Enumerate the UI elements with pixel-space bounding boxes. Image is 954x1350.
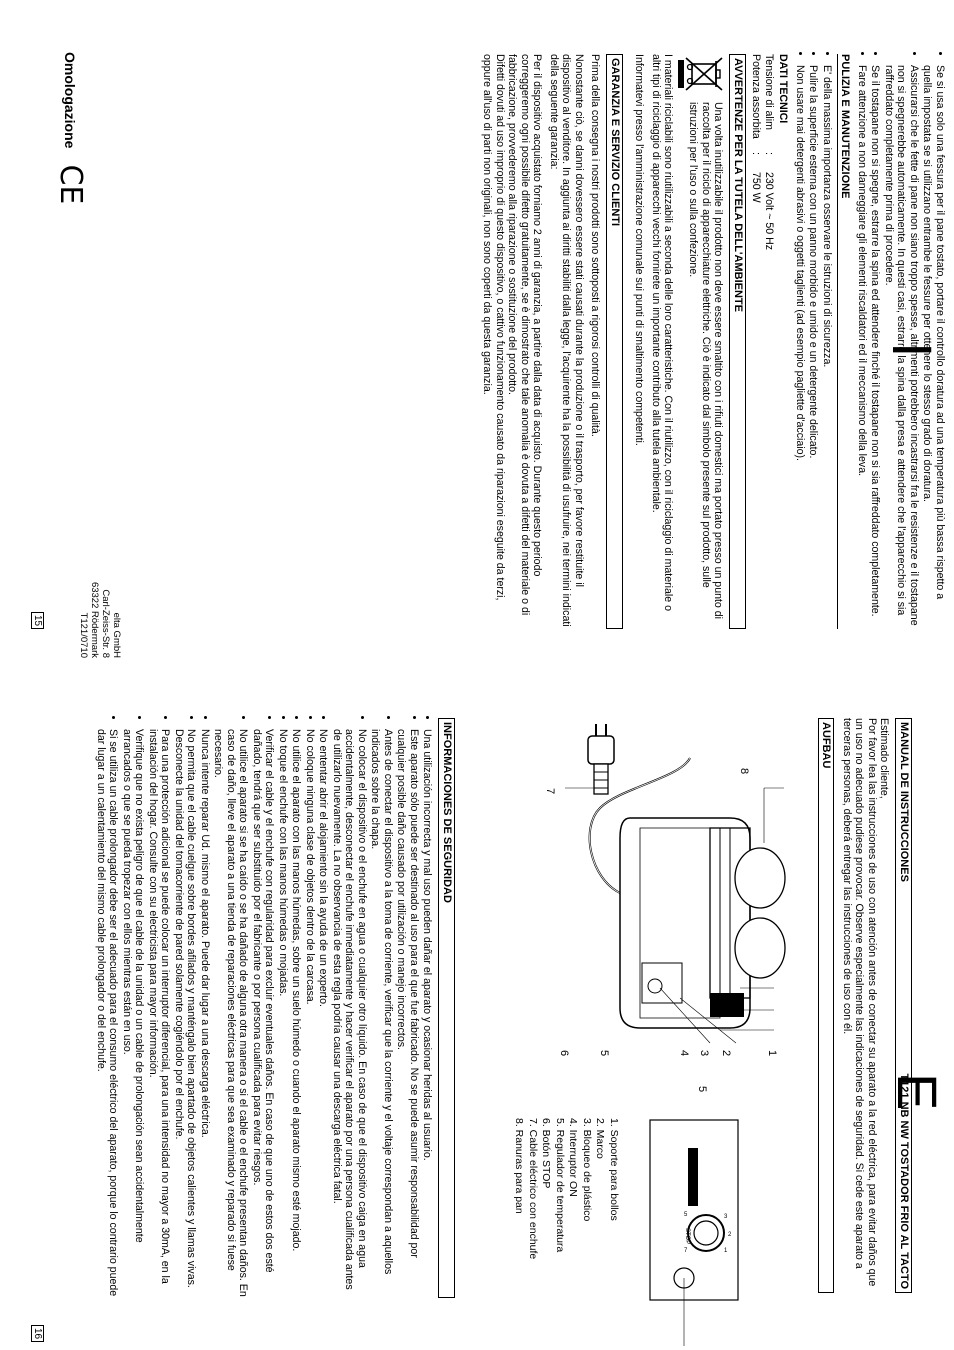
top-bullets	[856, 54, 947, 629]
diagram-label-8: 8	[738, 768, 750, 775]
aufbau-title-box	[818, 718, 835, 1293]
tech-value: 750 W	[750, 172, 763, 203]
section-letter-e: E	[886, 1073, 949, 1111]
warranty-title-text: GARANZIA E SERVIZIO CLIENTI	[609, 58, 621, 227]
svg-text:5: 5	[684, 1212, 688, 1218]
svg-text:3: 3	[724, 1214, 728, 1220]
tech-value: 230 Volt ~ 50 Hz	[763, 172, 775, 251]
svg-text:2: 2	[728, 1232, 732, 1238]
list-item: • Nunca intente reparar Ud. mismo el aparato. Puede dar lugar a una descarga eléctrica.	[199, 729, 212, 1298]
tech-row	[750, 54, 763, 629]
tech-title: DATI TECNICI	[777, 54, 790, 124]
list-item: • No coloque ninguna clase de objetos dentro de la carcasa.	[304, 729, 317, 1298]
list-item: • No utilice el aparato con las manos húmedas, sobre un suelo húmedo o cuando el aparato mismo esté mojado.	[290, 729, 303, 1298]
tech-row	[763, 54, 776, 629]
list-item: 2. Marco	[594, 1118, 607, 1159]
list-item: • No colocar el dispositivo o el enchufe en agua o cualquier otro líquido. En caso de que el dispositivo caiga en agua accidentalmente, desconectar el enchufe inmediatamente y hacer verificar el aparato por una persona cualificada antes de utilizarlo nuevamente. La no observancia de esta regla podría causar una descarga eléctrica fatal.	[331, 729, 369, 1298]
legend-list	[513, 1118, 620, 1338]
ce-mark-icon: CE	[53, 164, 88, 205]
diagram-label-5: 5	[598, 1050, 610, 1057]
list-item: • Si se utiliza un cable prolongador debe ser el adecuado para el consumo eléctrico del aparato, porque lo contrario puede dar lugar a un calentamiento del mismo cable prolongador o del enchufe.	[95, 729, 120, 1298]
list-item: • Una utilización incorrecta y mal uso pueden dañar el aparato y ocasionar heridas al usuario.	[421, 729, 434, 1298]
plug-icon	[588, 724, 614, 794]
list-item: • Para una protección adicional se puede colocar un interruptor diferencial, para una intensidad no mayor a 30mA, en la instalación del hogar. Consulte con su electricista para mayor información.	[147, 729, 172, 1298]
diagram-label-4: 4	[678, 1050, 690, 1057]
svg-text:1: 1	[724, 1248, 728, 1254]
list-item: • No toque el enchufe con las manos húmedas o mojadas.	[277, 729, 290, 1298]
model-title: T121 NB NW TOSTADOR FRIO AL TACTO	[898, 1073, 910, 1289]
warranty-p3: Per il dispositivo acquistato forniamo 2 anni di garanzia, a partire dalla data di acquisto. Durante questo periodo correggeremo ogni possibile difetto gratuitamente, se è dimostrato che tale anomalia è dovuta a difetti del materiale o di fabbricazione, provvederemo alla riparazione o sostituzione del prodotto.	[506, 54, 544, 616]
list-item: 6. Botón STOP	[540, 1118, 553, 1189]
weee-bin-icon	[679, 54, 725, 94]
list-item: • Fare attenzione a non danneggiare gli elementi riscaldatori ed il meccanismo della leva.	[856, 65, 869, 629]
list-item: • Verificar el cable y el enchufe con regularidad para excluir eventuales daños. En caso de que uno de estos dos esté dañado, tendrá que ser substituido por el fabricante o por persona cualificada para evitar riesgos.	[251, 729, 276, 1298]
list-item: 5. Regulador de temperatura	[554, 1118, 566, 1253]
safety-section	[92, 718, 456, 1298]
env-text-3: Informatevi presso l'amministrazione comunale sui punti di smaltimento competenti.	[633, 54, 646, 446]
manual-title: MANUAL DE INSTRUCCIONES	[898, 722, 910, 882]
list-item: • No utilice el aparato si se ha caído o se ha dañado de alguna otra manera o si el cable o el enchufe presentan daños. En caso de daño, lleve el aparato a una tienda de reparaciones eléctricas para que sea examinado y reparado si fuese necesario.	[212, 729, 250, 1298]
parts-legend	[512, 1118, 620, 1338]
list-item: • Se si usa solo una fessura per il pane tostato, portare il controllo doratura ad una temperatura più bassa rispetto a quella impostata se si utilizzano entrambe le fessure per ottenere lo stesso grado di doratura.	[921, 65, 946, 629]
section-letter-i: I	[881, 342, 944, 358]
safety-title: INFORMACIONES DE SEGURIDAD	[441, 722, 453, 903]
list-item: • No ententar abrir el alojamiento sin la ayuda de un experto.	[317, 729, 330, 1298]
list-item: 4. Interruptor ON	[567, 1118, 580, 1197]
address-line: T121/0710	[78, 612, 89, 658]
cleaning-title: PULIZIA E MANUTENZIONE	[837, 54, 852, 629]
diagram-label-1: 1	[766, 1050, 778, 1057]
warranty-p4: Difetti dovuti ad uso improprio di questo dispositivo, o cattivo funzionamento causato da riparazioni eseguite da terzi, oppure all'uso di parti non originali, non sono coperti da questa garanzia.	[481, 54, 506, 601]
env-block	[679, 54, 725, 629]
safety-title-box	[439, 718, 456, 1298]
aufbau-title: AUFBAU	[820, 722, 833, 769]
tech-label: Tensione di alim	[763, 54, 775, 130]
warranty-p1: Prima della consegna i nostri prodotti sono sottoposti a rigorosi controlli di qualità.	[589, 54, 602, 437]
list-item: • Non usare mai detergenti abrasivi o oggetti taglienti (ad esempio pagliette d'acciaio).	[794, 65, 807, 629]
list-item: 7. Cable eléctrico con enchufe	[527, 1118, 539, 1260]
list-item: • Verifique que no exista peligro de que el cable de la unidad o un cable de prolongación sean accidentalmente arrancados o que se pueda tropezar con ellos mientras están en uso.	[121, 729, 146, 1298]
list-item: 3. Bloqueo de plástico	[581, 1118, 593, 1222]
safety-bullets	[95, 718, 434, 1298]
diagram-label-5b: 5	[696, 1086, 708, 1093]
tech-sep: :	[750, 152, 763, 155]
diagram-label-3: 3	[698, 1050, 710, 1057]
list-item: • Assicurarsi che le fette di pane non siano troppo spesse, altrimenti potrebbero incastrarsi fra le resistenze e il tostapane non si spegnerebbe automaticamente. In questi casi, estrarre la spina dalla presa e attendere che l'apparecchio si sia raffreddato completamente prima di procedere.	[883, 65, 921, 629]
right-header	[813, 718, 912, 1293]
homologation-block	[53, 52, 88, 252]
warranty-title	[607, 54, 624, 629]
diagram-label-2: 2	[720, 1050, 732, 1057]
cleaning-bullets	[794, 54, 834, 629]
list-item: • No permita que el cable cuelgue sobre bordes afilados y manténgalo bien apartado de objetos calientes y llamas vivas. Desconecte la unidad del tomacorriente de pared solamente cogiéndolo por el enchufe.	[173, 729, 198, 1298]
env-text-2: I materiali riciclabili sono riutilizzabili a seconda delle loro caratteristiche. Con il riutilizzo, con il riciclaggio di materiale o altri tipi di riciclaggio di apparecchi vecchi fornirete un importante contributo alla tutela ambientale.	[650, 54, 675, 611]
diagram-label-6: 6	[558, 1050, 570, 1057]
homologation-label: Omologazione	[62, 52, 79, 149]
list-item: • Antes de conectar el dispositivo a la toma de corriente, verificar que la corriente y el voltaje correspondan a aquellos indicados sobre la chapa.	[369, 729, 394, 1298]
env-title	[730, 54, 747, 629]
svg-text:7: 7	[684, 1248, 688, 1254]
list-item: • Se il tostapane non si spegne, estrarre la spina ed attendere finché il tostapane non si sia raffreddato completamente.	[869, 65, 882, 629]
list-item: • E' della massima importanza osservare le istruzioni di sicurezza.	[821, 65, 834, 629]
left-page-content	[477, 54, 946, 629]
page-number-16: 16	[31, 1325, 44, 1342]
address-line: Carl-Zeiss-Str. 8	[100, 589, 111, 658]
env-text-1: Una volta inutilizzabile il prodotto non deve essere smaltito con i rifiuti domestici ma portato presso un punto di raccolta per il riciclo di apparecchiature elettriche. Ciò è indicato dal simbolo presente sul prodotto, sulle istruzioni per l'uso o sulla confezione.	[687, 102, 725, 620]
address-line: 63322 Rödermark	[89, 581, 100, 658]
diagram-label-7: 7	[544, 788, 556, 795]
greeting: Estimado cliente,	[878, 718, 891, 799]
list-item: 8. Ranuras para pan	[513, 1118, 526, 1214]
toaster-diagram	[560, 718, 790, 1048]
manual-title-box	[896, 718, 913, 1293]
tech-label: Potenza assorbita	[750, 54, 763, 139]
page-number-15: 15	[31, 612, 44, 629]
stop-label: STOP	[684, 1228, 690, 1245]
tech-sep: :	[763, 152, 775, 155]
control-panel-diagram	[648, 1118, 740, 1348]
intro-text: Por favor lea las instrucciones de uso con atención antes de conectar su aparato a la red eléctrica, para evitar daños que un uso no adecuado pudiese provocar. Observe especialmente las indicaciones de seguridad. Si cede este aparato a terceras personas, deberá entregar las instrucciones de uso con él.	[841, 718, 878, 1287]
list-item: • Este aparato sólo puede ser destinado al uso para el que fue fabricado. No se puede asumir responsabilidad por cualquier posible daño causado por utilización o manejo incorrectos.	[395, 729, 420, 1298]
list-item: 1. Soporte para bollos	[608, 1118, 620, 1221]
env-title-text: AVVERTENZE PER LA TUTELA DELL'AMBIENTE	[732, 58, 744, 312]
address-block	[78, 578, 122, 658]
list-item: • Pulire la superficie esterna con un panno morbido e umido e un detergente delicato.	[807, 65, 820, 629]
address-line: elta GmbH	[111, 612, 122, 658]
warranty-p2: Nonostante ciò, se danni dovessero essere stati causati durante la produzione o il trasporto, per favore restituite il dispositivo al venditore. In aggiunta ai diritti stabiliti dalla legge, l'acquirente ha la possibilità di usufruire, nei termini indicati della seguente garanzia:	[548, 54, 585, 627]
